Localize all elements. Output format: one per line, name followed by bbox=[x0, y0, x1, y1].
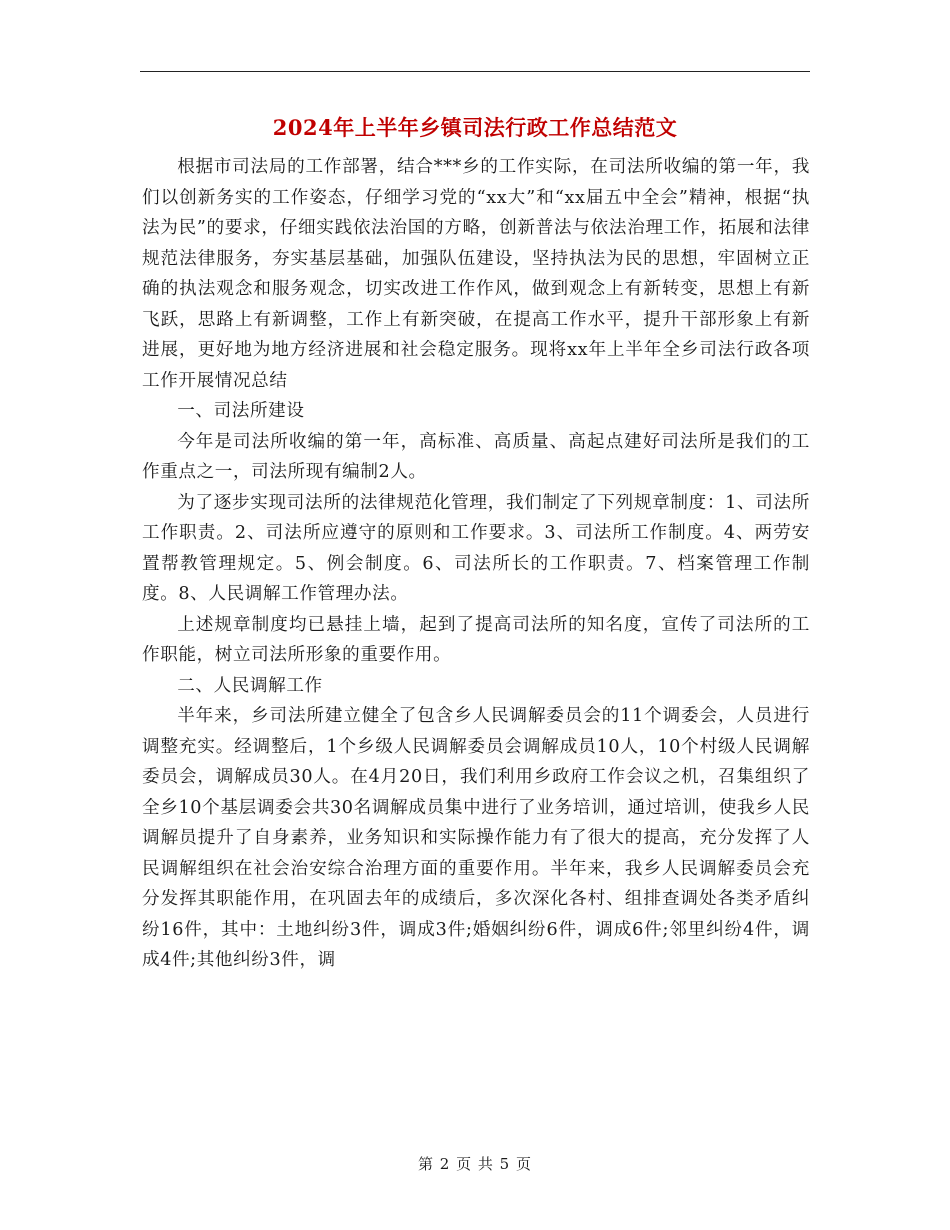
body-paragraph: 为了逐步实现司法所的法律规范化管理，我们制定了下列规章制度：1、司法所工作职责。2、司法所应遵守的原则和工作要求。3、司法所工作制度。4、两劳安置帮教管理规定。5、例会制度。6、司法所长的工作职责。7、档案管理工作制度。8、人民调解工作管理办法。 bbox=[142, 492, 810, 604]
document-title: 2024年上半年乡镇司法行政工作总结范文 bbox=[272, 115, 678, 140]
header-rule bbox=[140, 71, 810, 72]
intro-paragraph: 根据市司法局的工作部署，结合***乡的工作实际，在司法所收编的第一年，我们以创新务实的工作姿态，仔细学习党的“xx大”和“xx届五中全会”精神，根据“执法为民”的要求，仔细实践依法治国的方略，创新普法与依法治理工作，拓展和法律规范法律服务，夯实基层基础，加强队伍建设，坚持执法为民的思想，牢固树立正确的执法观念和服务观念，切实改进工作作风，做到观念上有新转变，思想上有新飞跃，思路上有新调整，工作上有新突破，在提高工作水平，提升干部形象上有新进展，更好地为地方经济进展和社会稳定服务。现将xx年上半年全乡司法行政各项工作开展情况总结 bbox=[142, 157, 810, 391]
page-number-footer: 第 2 页 共 5 页 bbox=[418, 1155, 532, 1173]
body-paragraph: 上述规章制度均已悬挂上墙，起到了提高司法所的知名度，宣传了司法所的工作职能，树立司法所形象的重要作用。 bbox=[142, 614, 810, 665]
body-paragraph: 半年来，乡司法所建立健全了包含乡人民调解委员会的11个调委会，人员进行调整充实。经调整后，1个乡级人民调解委员会调解成员10人，10个村级人民调解委员会，调解成员30人。在4月20日，我们利用乡政府工作会议之机，召集组织了全乡10个基层调委会共30名调解成员集中进行了业务培训，通过培训，使我乡人民调解员提升了自身素养，业务知识和实际操作能力有了很大的提高，充分发挥了人民调解组织在社会治安综合治理方面的重要作用。半年来，我乡人民调解委员会充分发挥其职能作用，在巩固去年的成绩后，多次深化各村、组排查调处各类矛盾纠纷16件，其中：土地纠纷3件，调成3件;婚姻纠纷6件，调成6件;邻里纠纷4件，调成4件;其他纠纷3件，调 bbox=[142, 706, 810, 970]
section-heading-2: 二、人民调解工作 bbox=[177, 675, 323, 696]
document-body bbox=[142, 152, 810, 976]
section-heading-1: 一、司法所建设 bbox=[177, 401, 305, 421]
body-paragraph: 今年是司法所收编的第一年，高标准、高质量、高起点建好司法所是我们的工作重点之一，司法所现有编制2人。 bbox=[142, 431, 810, 482]
